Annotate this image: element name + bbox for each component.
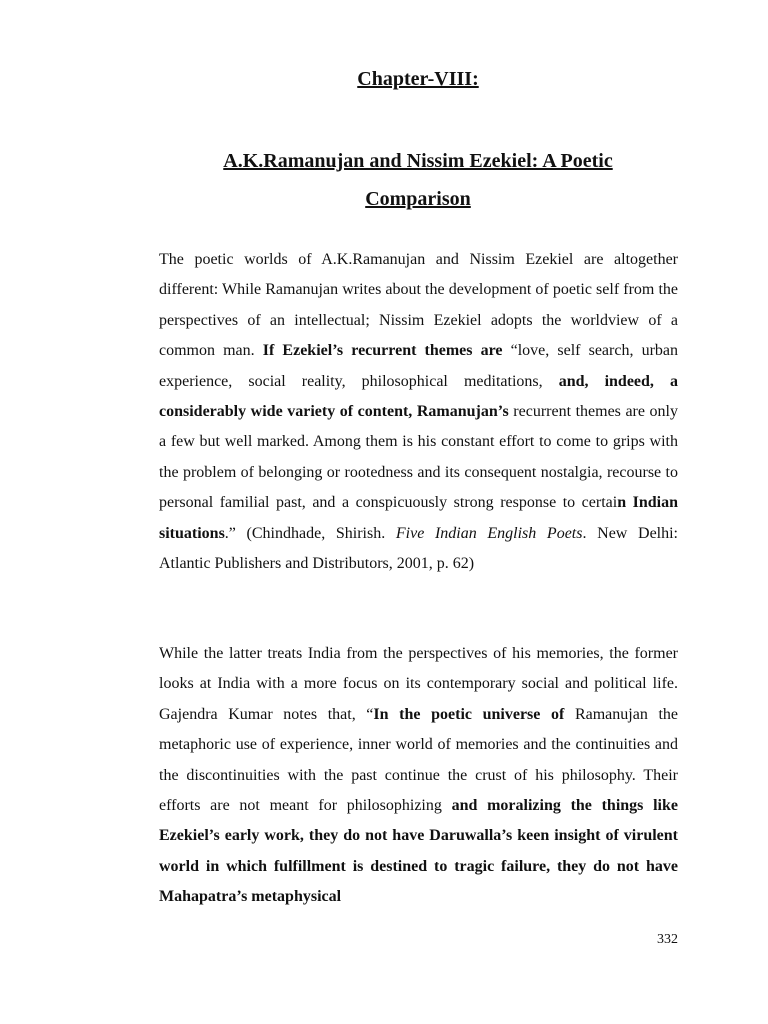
paragraph-1-bold-text: n Indian situations (159, 494, 679, 542)
paragraph-1-quote: “love, self search, urban experience, social reality, philosophical meditations, (159, 342, 678, 390)
paragraph-1-text: The poetic worlds of A.K.Ramanujan and Nissim Ezekiel are altogether different: While Ramanujan writes about the development of poetic self from the perspectives of an intellectual; Nissim Ezekiel adopts the worldview of a common man. (159, 251, 678, 360)
paragraph-2-bold-text: and moralizing the things like Ezekiel’s early work, they do not have Daruwalla’s keen insight of virulent world in which fulfillment is destined to tragic failure, they do not have Mahapatra’s metaphysical (159, 797, 678, 906)
paragraph-2-bold-text: In the poetic universe of (373, 705, 565, 723)
chapter-title (0, 142, 768, 218)
paragraph-1-bold-text: If Ezekiel’s recurrent themes are (262, 342, 503, 360)
citation-text: . New Delhi: Atlantic Publishers and Distributors, 2001, p. 62) (159, 524, 679, 573)
paragraph-2-text: While the latter treats India from the perspectives of his memories, the former looks at India with a more focus on its contemporary social and political life. Gajendra Kumar notes that, “ (159, 645, 678, 723)
paragraph-1-text: recurrent themes are only a few but well marked. Among them is his constant effort to come to grips with the problem of belonging or rootedness and its consequent nostalgia, recourse to personal familial past, and a conspicuously strong response to certai (159, 403, 678, 512)
chapter-title-line2: Comparison (365, 188, 471, 210)
paragraph-1-bold-text: and, indeed, a considerably wide variety of content, Ramanujan’s (159, 372, 679, 421)
page-number: 332 (657, 932, 678, 947)
chapter-heading: Chapter-VIII: (357, 68, 479, 90)
paragraph-2 (159, 639, 678, 913)
citation-text: .” (Chindhade, Shirish. (224, 524, 396, 542)
citation-book-title: Five Indian English Poets (395, 524, 583, 542)
paragraph-1 (159, 245, 678, 579)
paragraph-2-text: Ramanujan the metaphoric use of experience, inner world of memories and the continuities and the discontinuities with the past continue the crust of his philosophy. Their efforts are not meant for philosophizing (159, 705, 678, 815)
chapter-title-line1: A.K.Ramanujan and Nissim Ezekiel: A Poetic (223, 150, 613, 172)
